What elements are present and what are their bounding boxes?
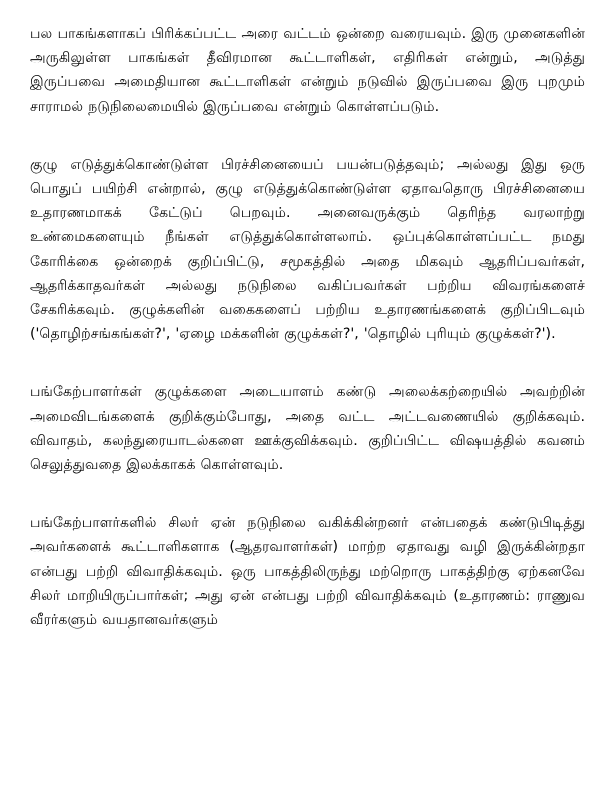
paragraph-neutral-participants: பங்கேற்பாளர்களில் சிலர் ஏன் நடுநிலை வகிக்கின்றனர் என்பதைக் கண்டுபிடித்து அவர்களைக் கூட்டாளிகளாக (ஆதரவாளர்கள்) மாற்ற ஏதாவது வழி இருக்கின்றதா என்பது பற்றி விவாதிக்கவும். ஒரு பாகத்திலிருந்து மற்றொரு பாகத்திற்கு ஏற்கனவே சிலர் மாறியிருப்பார்கள்; அது ஏன் என்பது பற்றி விவாதிக்கவும் (உதாரணம்: ராணுவ வீரர்களும் வயதானவர்களும் (30, 515, 585, 629)
paragraph-semicircle-drawing: பல பாகங்களாகப் பிரிக்கப்பட்ட அரை வட்டம் ஒன்றை வரையவும். இரு முனைகளின் அருகிலுள்ள பாகங்கள் தீவிரமான கூட்டாளிகள், எதிரிகள் என்றும், அடுத்து இருப்பவை அமைதியான கூட்டாளிகள் என்றும் நடுவில் இருப்பவை இரு புறமும் சாராமல் நடுநிலைமையில் இருப்பவை என்றும் கொள்ளப்படும். (30, 26, 585, 115)
paragraph-issue-and-groups: குழு எடுத்துக்கொண்டுள்ள பிரச்சினையைப் பயன்படுத்தவும்; அல்லது இது ஒரு பொதுப் பயிற்சி என்றால், குழு எடுத்துக்கொண்டுள்ள ஏதாவதொரு பிரச்சினையை உதாரணமாகக் கேட்டுப் பெறவும். அனைவருக்கும் தெரிந்த வரலாற்று உண்மைகளையும் நீங்கள் எடுத்துக்கொள்ளலாம். ஒப்புக்கொள்ளப்பட்ட நமது கோரிக்கை ஒன்றைக் குறிப்பிட்டு, சமூகத்தில் அதை மிகவும் ஆதரிப்பவர்கள், ஆதரிக்காதவர்கள் அல்லது நடுநிலை வகிப்பவர்கள் பற்றிய விவரங்களைச் சேகரிக்கவும். குழுக்களின் வகைகளைப் பற்றிய உதாரணங்களைக் குறிப்பிடவும் ('தொழிற்சங்கங்கள்?', 'ஏழை மக்களின் குழுக்கள்?', 'தொழில் புரியும் குழுக்கள்?'). (30, 156, 585, 343)
paragraph-marking-groups: பங்கேற்பாளர்கள் குழுக்களை அடையாளம் கண்டு அலைக்கற்றையில் அவற்றின் அமைவிடங்களைக் குறிக்கும்போது, அதை வட்ட அட்டவணையில் குறிக்கவும். விவாதம், கலந்துரையாடல்களை ஊக்குவிக்கவும். குறிப்பிட்ட விஷயத்தில் கவனம் செலுத்துவதை இலக்காகக் கொள்ளவும். (30, 384, 585, 474)
